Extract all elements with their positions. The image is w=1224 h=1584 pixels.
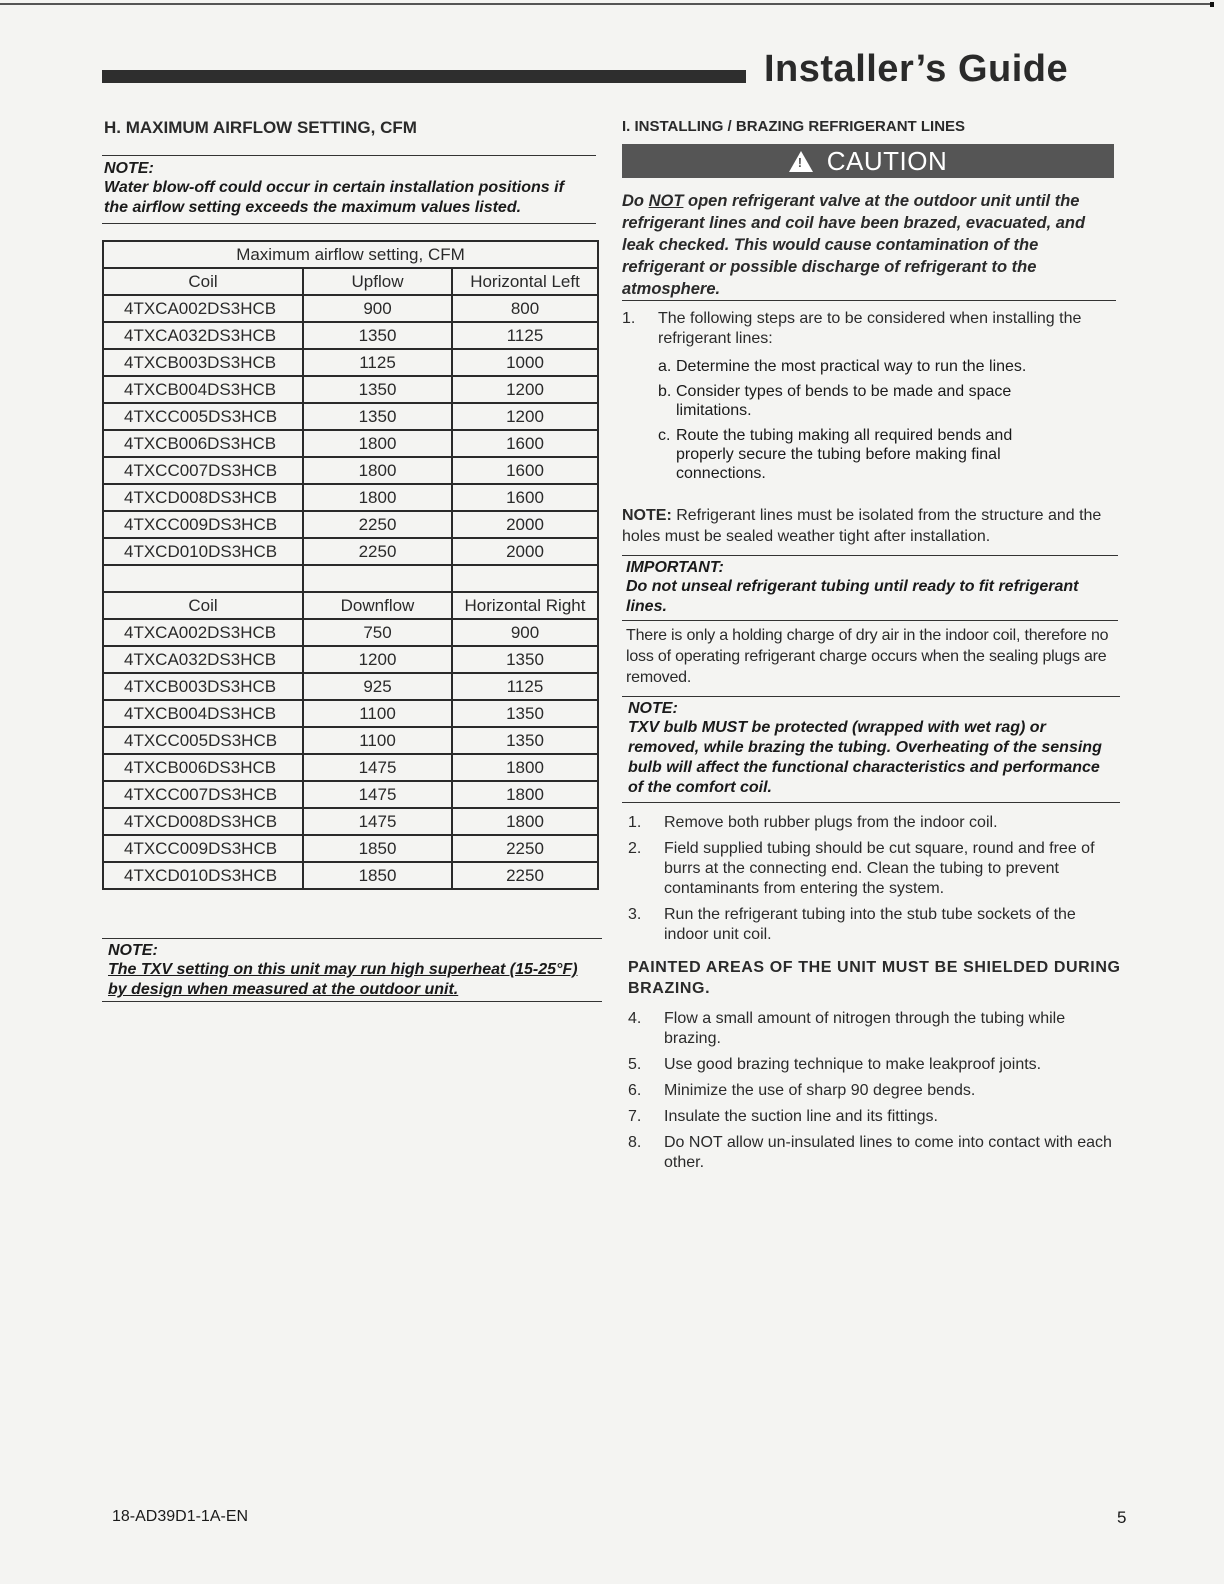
holding-charge-text: There is only a holding charge of dry air in the indoor coil, therefore no loss of operating refrigerant charge occurs when the sealing plugs are removed. — [626, 627, 1109, 686]
note-text: The TXV setting on this unit may run high superheat (15-25°F) by design when measured at the outdoor unit. — [108, 961, 578, 998]
table-cell: 1475 — [303, 808, 452, 835]
table-cell: 4TXCC005DS3HCB — [103, 727, 303, 754]
divider — [102, 938, 602, 939]
substep-item: b. Consider types of bends to be made and space limitations. — [658, 383, 1012, 419]
substep-list — [658, 357, 1122, 483]
table-row — [103, 322, 598, 349]
table-cell: 2250 — [303, 511, 452, 538]
table-row — [103, 295, 598, 322]
table-cell: 1800 — [303, 457, 452, 484]
list-item: 5. Use good brazing technique to make leakproof joints. — [628, 1056, 1042, 1073]
table-row — [103, 538, 598, 565]
note-label: NOTE: — [108, 942, 158, 959]
list-item: 8. Do NOT allow un-insulated lines to come into contact with each other. — [628, 1134, 1112, 1171]
caution-text: Do NOT open refrigerant valve at the outdoor unit until the refrigerant lines and coil have been brazed, evacuated, and leak checked. This would cause contamination of the refrigerant or possible discharge of refrigerant to the atmosphere. — [622, 192, 1086, 298]
table-cell: 1200 — [303, 646, 452, 673]
step-list — [622, 309, 1122, 349]
table-row — [103, 727, 598, 754]
table-cell — [103, 565, 303, 592]
table-header: Horizontal Left — [452, 268, 598, 295]
table-cell: 1800 — [452, 808, 598, 835]
table-cell: 4TXCC007DS3HCB — [103, 781, 303, 808]
table-cell: 1125 — [452, 673, 598, 700]
table-cell: 4TXCB003DS3HCB — [103, 673, 303, 700]
note-label: NOTE: — [104, 160, 154, 177]
table-cell: 4TXCB003DS3HCB — [103, 349, 303, 376]
table-cell: 2000 — [452, 538, 598, 565]
table-cell: 1350 — [303, 376, 452, 403]
table-row — [103, 862, 598, 889]
table-cell: 1800 — [452, 781, 598, 808]
table-cell: 925 — [303, 673, 452, 700]
important-label: IMPORTANT: — [626, 559, 724, 576]
table-cell: 1200 — [452, 376, 598, 403]
table-cell: 1350 — [303, 403, 452, 430]
table-cell: 750 — [303, 619, 452, 646]
note-text: Water blow-off could occur in certain installation positions if the airflow setting exceeds the maximum values listed. — [104, 179, 564, 216]
table-row — [103, 376, 598, 403]
list-item: 1. The following steps are to be considered when installing the refrigerant lines: — [622, 310, 1082, 347]
table-cell: 4TXCC009DS3HCB — [103, 835, 303, 862]
table-cell: 2250 — [452, 862, 598, 889]
table-cell: 1600 — [452, 457, 598, 484]
document-number: 18-AD39D1-1A-EN — [112, 1508, 249, 1525]
table-cell: 1600 — [452, 484, 598, 511]
table-cell: 4TXCD010DS3HCB — [103, 862, 303, 889]
table-row — [103, 781, 598, 808]
list-item: 4. Flow a small amount of nitrogen through the tubing while brazing. — [628, 1010, 1066, 1047]
section-h — [102, 118, 602, 1002]
top-rule — [0, 3, 1212, 5]
table-cell: 1350 — [452, 727, 598, 754]
table-cell: 4TXCA032DS3HCB — [103, 322, 303, 349]
table-header: Coil — [103, 592, 303, 619]
table-cell: 4TXCC007DS3HCB — [103, 457, 303, 484]
table-cell: 4TXCD008DS3HCB — [103, 484, 303, 511]
table-row — [103, 835, 598, 862]
table-row — [103, 619, 598, 646]
table-row — [103, 754, 598, 781]
top-corner-mark — [1210, 2, 1214, 7]
table-cell: 4TXCA002DS3HCB — [103, 619, 303, 646]
table-cell: 1475 — [303, 754, 452, 781]
table-row — [103, 349, 598, 376]
section-i — [622, 118, 1122, 1179]
caution-banner — [622, 144, 1114, 178]
divider — [622, 620, 1118, 621]
table-cell: 4TXCB004DS3HCB — [103, 700, 303, 727]
table-cell: 4TXCC005DS3HCB — [103, 403, 303, 430]
table-cell: 4TXCC009DS3HCB — [103, 511, 303, 538]
table-row — [103, 646, 598, 673]
table-cell: 1200 — [452, 403, 598, 430]
divider — [622, 802, 1120, 803]
table-cell: 4TXCB006DS3HCB — [103, 754, 303, 781]
table-cell: 1800 — [303, 430, 452, 457]
table-cell: 4TXCA032DS3HCB — [103, 646, 303, 673]
list-item: 3. Run the refrigerant tubing into the stub tube sockets of the indoor unit coil. — [628, 906, 1076, 943]
divider — [622, 300, 1116, 301]
table-spacer-row — [103, 565, 598, 592]
table-cell: 2250 — [303, 538, 452, 565]
table-cell: 4TXCA002DS3HCB — [103, 295, 303, 322]
table-caption: Maximum airflow setting, CFM — [103, 241, 598, 268]
note-paragraph: NOTE: Refrigerant lines must be isolated from the structure and the holes must be sealed weather tight after installation. — [622, 507, 1102, 545]
list-item: 2. Field supplied tubing should be cut square, round and free of burrs at the connecting end. Clean the tubing to prevent contaminants from entering the system. — [628, 840, 1095, 897]
table-cell: 1350 — [452, 700, 598, 727]
table-cell: 900 — [452, 619, 598, 646]
table-cell: 1100 — [303, 700, 452, 727]
table-cell: 1600 — [452, 430, 598, 457]
airflow-table — [102, 240, 599, 890]
table-row — [103, 511, 598, 538]
table-cell: 1800 — [303, 484, 452, 511]
table-cell: 4TXCD008DS3HCB — [103, 808, 303, 835]
section-i-title: I. INSTALLING / BRAZING REFRIGERANT LINES — [622, 118, 966, 135]
table-header: Coil — [103, 268, 303, 295]
substep-item: c. Route the tubing making all required bends and properly secure the tubing before making final connections. — [658, 427, 1013, 482]
substep-item: a. Determine the most practical way to run the lines. — [658, 358, 1027, 375]
table-cell: 4TXCB004DS3HCB — [103, 376, 303, 403]
divider — [622, 555, 1118, 556]
divider — [102, 223, 596, 224]
painted-areas-warning: PAINTED AREAS OF THE UNIT MUST BE SHIELDED DURING BRAZING. — [628, 959, 1121, 997]
warning-triangle-icon: ! — [789, 151, 813, 172]
table-cell: 1125 — [303, 349, 452, 376]
step-list — [628, 813, 1122, 945]
table-cell: 1475 — [303, 781, 452, 808]
table-header: Upflow — [303, 268, 452, 295]
table-cell: 1100 — [303, 727, 452, 754]
table-row — [103, 673, 598, 700]
table-cell: 1125 — [452, 322, 598, 349]
table-cell: 1350 — [303, 322, 452, 349]
table-cell: 900 — [303, 295, 452, 322]
table-row — [103, 484, 598, 511]
table-cell: 800 — [452, 295, 598, 322]
header-bar — [102, 70, 746, 83]
table-row — [103, 700, 598, 727]
table-cell: 1800 — [452, 754, 598, 781]
table-cell — [303, 565, 452, 592]
table-cell: 4TXCB006DS3HCB — [103, 430, 303, 457]
list-item: 1. Remove both rubber plugs from the indoor coil. — [628, 814, 998, 831]
list-item: 6. Minimize the use of sharp 90 degree bends. — [628, 1082, 976, 1099]
page-title: Installer’s Guide — [764, 48, 1069, 90]
divider — [102, 1001, 602, 1002]
caution-label: CAUTION — [826, 145, 948, 176]
step-list — [628, 1009, 1122, 1173]
table-header-row — [103, 592, 598, 619]
table-row — [103, 457, 598, 484]
note-label: NOTE: — [628, 700, 678, 717]
section-h-title: H. MAXIMUM AIRFLOW SETTING, CFM — [104, 118, 417, 137]
table-cell: 1850 — [303, 835, 452, 862]
table-cell: 1350 — [452, 646, 598, 673]
table-cell: 2250 — [452, 835, 598, 862]
divider — [102, 155, 596, 156]
table-cell: 2000 — [452, 511, 598, 538]
table-cell: 1850 — [303, 862, 452, 889]
table-row — [103, 403, 598, 430]
page-number: 5 — [1117, 1508, 1127, 1527]
table-cell: 4TXCD010DS3HCB — [103, 538, 303, 565]
divider — [622, 696, 1120, 697]
table-header: Downflow — [303, 592, 452, 619]
table-cell — [452, 565, 598, 592]
table-row — [103, 808, 598, 835]
table-header: Horizontal Right — [452, 592, 598, 619]
important-text: Do not unseal refrigerant tubing until ready to fit refrigerant lines. — [626, 578, 1079, 615]
table-row — [103, 430, 598, 457]
table-cell: 1000 — [452, 349, 598, 376]
list-item: 7. Insulate the suction line and its fittings. — [628, 1108, 938, 1125]
note-text: TXV bulb MUST be protected (wrapped with wet rag) or removed, while brazing the tubing. Overheating of the sensing bulb will affect the functional characteristics and performance of the comfort coil. — [628, 719, 1102, 796]
